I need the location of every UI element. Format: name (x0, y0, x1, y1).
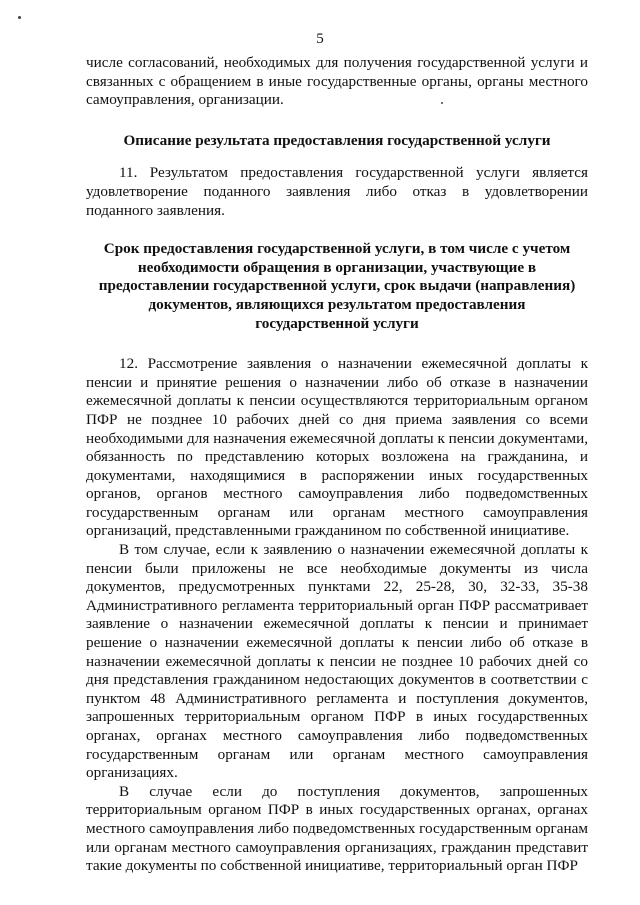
page-number: 5 (316, 31, 324, 47)
paragraph-documents-received: В случае если до поступления документов, запрошенных территориальным органом ПФР в иных государственных органах, органах местного самоуправления либо подведомственных государственным органам или органам местного самоуправления организациях, гражданин представит такие документы по собственной инициативе, территориальный орган ПФР (86, 782, 588, 875)
heading-result-description: Описание результата предоставления государственной услуги (123, 131, 551, 149)
heading-service-term: Срок предоставления государственной услуги, в том числе с учетом необходимости обращения в организации, участвующие в предоставлении государственной услуги, срок выдачи (направления) документов, являющихся результатом предоставления государственной услуги (98, 240, 576, 332)
paragraph-12: 12. Рассмотрение заявления о назначении ежемесячной доплаты к пенсии и принятие решения о назначении либо об отказе в назначении ежемесячной доплаты к пенсии осуществляются территориальным органом ПФР не позднее 10 рабочих дней со дня приема заявления со всеми необходимыми для назначения ежемесячной доплаты к пенсии документами, обязанность по представлению которых возложена на гражданина, и документами, находящимися в распоряжении иных государственных органов, органов местного самоуправления либо подведомственных государственным органам или органам местного самоуправления организаций, представленными гражданином по собственной инициативе. (86, 355, 588, 540)
document-body (86, 54, 588, 876)
paragraph-incomplete-documents: В том случае, если к заявлению о назначении ежемесячной доплаты к пенсии были приложены не все необходимые документы из числа документов, предусмотренных пунктами 22, 25-28, 30, 32-33, 35-38 Административного регламента территориальный орган ПФР рассматривает заявление о назначении ежемесячной доплаты к пенсии и принимает решение о назначении ежемесячной доплаты к пенсии либо об отказе в назначении ежемесячной доплаты к пенсии не позднее 10 рабочих дней со дня представления гражданином недостающих документов в соответствии с пунктом 48 Административного регламента и поступления документов, запрошенных территориальным органом ПФР в иных государственных органах, органах местного самоуправления либо подведомственных государственным органам или органам местного самоуправления организациях. (86, 541, 588, 782)
intro-paragraph: числе согласований, необходимых для получения государственной услуги и связанных с обращением в иные государственные органы, органы местного самоуправления, организации. (86, 54, 588, 109)
paragraph-11: 11. Результатом предоставления государственной услуги является удовлетворение поданного заявления либо отказ в удовлетворении поданного заявления. (86, 164, 588, 219)
scan-speck (18, 16, 21, 19)
